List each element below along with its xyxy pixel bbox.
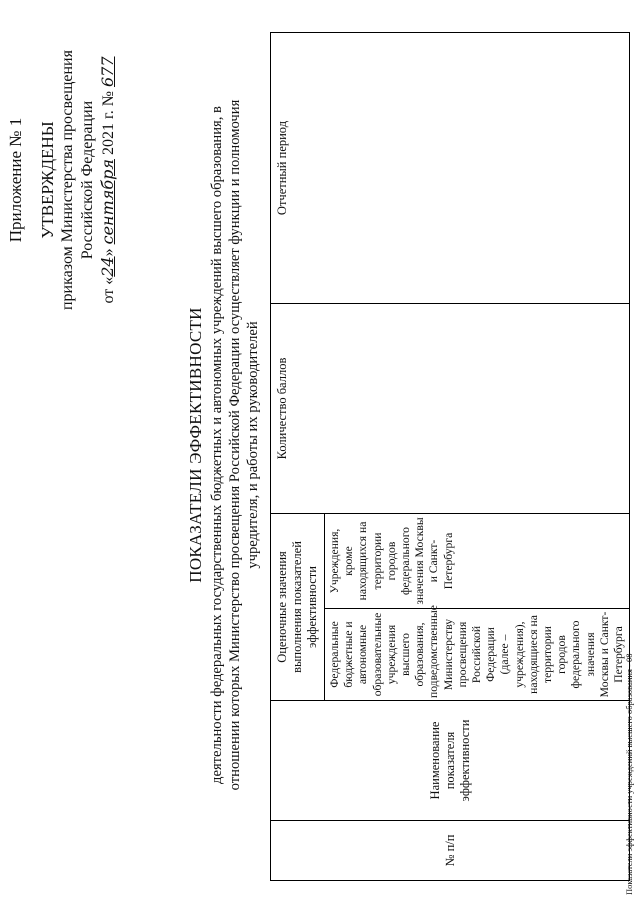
header-points: Количество баллов <box>271 304 630 514</box>
annex-number: Приложение № 1 <box>6 117 25 243</box>
order-date-line <box>98 5 119 355</box>
order-day: 24 <box>98 256 117 277</box>
indicators-table <box>270 32 630 881</box>
order-year-no: 2021 г. № <box>100 91 117 156</box>
subheader-moscow-spb: Федеральные бюджетные и автономные образовательные учреждения высшего образования, подведомственные Министерству просвещения Российской Федерации (далее – учреждения), находящиеся на территории городов федерального значения Москвы и Санкт-Петербурга <box>325 609 630 701</box>
document-title <box>186 95 262 795</box>
title-subtitle: деятельности федеральных государственных бюджетных и автономных учреждений высшего образования, в отношении которых Министерство просвещения Российской Федерации осуществляет функции и полномочия учредителя, и работы их руководителей <box>209 99 261 791</box>
subheader-other-regions: Учреждения, кроме находящихся на территории городов федерального значения Москвы и Санкт-Петербурга <box>325 514 630 609</box>
approved-by-line-1: приказом Министерства просвещения <box>59 50 76 310</box>
annex-block <box>6 5 119 355</box>
header-number: № п/п <box>271 821 630 881</box>
date-mid: » <box>100 248 117 257</box>
page-footer: Показатели эффективности учреждений высшего образования - 08 <box>624 653 634 895</box>
header-period: Отчетный период <box>271 33 630 304</box>
date-prefix: от « <box>100 276 117 304</box>
header-indicator-name: Наименование показателя эффективности <box>271 701 630 821</box>
approved-label: УТВЕРЖДЕНЫ <box>38 121 57 239</box>
approved-by-line-2: Российской Федерации <box>79 100 96 260</box>
order-month: сентября <box>98 159 117 245</box>
order-number: 677 <box>98 56 117 88</box>
header-evaluation-values: Оценочные значения выполнения показателей эффективности <box>271 514 325 701</box>
title-main: ПОКАЗАТЕЛИ ЭФФЕКТИВНОСТИ <box>186 307 205 583</box>
